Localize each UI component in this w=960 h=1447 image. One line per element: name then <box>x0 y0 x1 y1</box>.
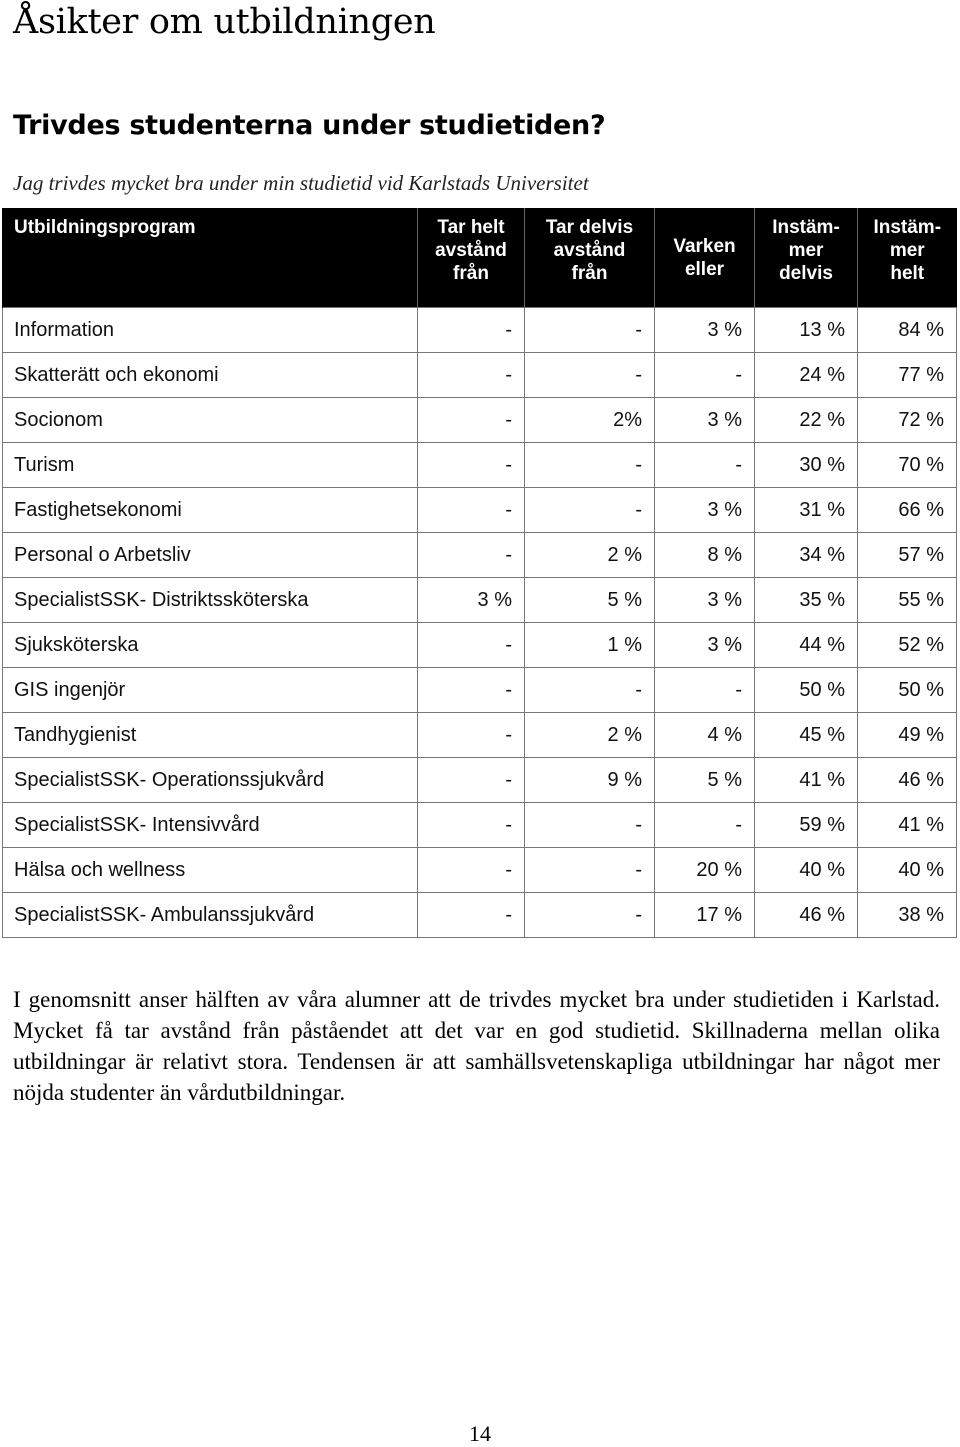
table-row <box>3 353 957 398</box>
value-cell: - <box>418 803 525 848</box>
value-cell: - <box>525 488 655 533</box>
value-cell: - <box>418 668 525 713</box>
value-cell: 3 % <box>655 398 755 443</box>
value-cell: 38 % <box>858 893 957 938</box>
table-body <box>3 308 957 938</box>
value-cell: 1 % <box>525 623 655 668</box>
value-cell: 17 % <box>655 893 755 938</box>
value-cell: - <box>418 353 525 398</box>
table-row <box>3 488 957 533</box>
value-cell: - <box>525 308 655 353</box>
results-table <box>2 208 957 938</box>
summary-paragraph: I genomsnitt anser hälften av våra alumner att de trivdes mycket bra under studietiden i Karlstad. Mycket få tar avstånd från påståendet att det var en god studietid. Skillnaderna mellan olika utbildningar är relativt stora. Tendensen är att samhällsvetenskapliga utbildningar har något mer nöjda studenter än vårdutbildningar. <box>13 987 940 1105</box>
program-name-cell: Socionom <box>3 398 418 443</box>
program-name-cell: Fastighetsekonomi <box>3 488 418 533</box>
value-cell: - <box>418 848 525 893</box>
value-cell: - <box>655 353 755 398</box>
table-row <box>3 308 957 353</box>
header-tar-helt-avstand: Tar helt avstånd från <box>418 208 525 308</box>
value-cell: 45 % <box>755 713 858 758</box>
header-varken-eller: Varken eller <box>655 208 755 308</box>
program-name-cell: Tandhygienist <box>3 713 418 758</box>
header-instammer-delvis: Instäm- mer delvis <box>755 208 858 308</box>
value-cell: - <box>418 758 525 803</box>
program-name-cell: SpecialistSSK- Operationssjukvård <box>3 758 418 803</box>
value-cell: 34 % <box>755 533 858 578</box>
value-cell: 44 % <box>755 623 858 668</box>
value-cell: 3 % <box>655 578 755 623</box>
value-cell: 66 % <box>858 488 957 533</box>
header-program: Utbildningsprogram <box>3 208 418 308</box>
value-cell: 5 % <box>655 758 755 803</box>
value-cell: 50 % <box>755 668 858 713</box>
table-row <box>3 848 957 893</box>
value-cell: - <box>655 443 755 488</box>
program-name-cell: SpecialistSSK- Intensivvård <box>3 803 418 848</box>
value-cell: 41 % <box>755 758 858 803</box>
table-header-row <box>3 208 957 308</box>
value-cell: 55 % <box>858 578 957 623</box>
value-cell: 8 % <box>655 533 755 578</box>
program-name-cell: Hälsa och wellness <box>3 848 418 893</box>
value-cell: 72 % <box>858 398 957 443</box>
value-cell: - <box>525 668 655 713</box>
value-cell: - <box>418 308 525 353</box>
program-name-cell: GIS ingenjör <box>3 668 418 713</box>
page-heading: Åsikter om utbildningen <box>13 2 436 42</box>
table-row <box>3 803 957 848</box>
value-cell: - <box>418 398 525 443</box>
survey-question: Jag trivdes mycket bra under min studietid vid Karlstads Universitet <box>13 171 589 195</box>
value-cell: - <box>418 443 525 488</box>
value-cell: 35 % <box>755 578 858 623</box>
program-name-cell: SpecialistSSK- Ambulanssjukvård <box>3 893 418 938</box>
table-row <box>3 893 957 938</box>
value-cell: 31 % <box>755 488 858 533</box>
value-cell: - <box>418 533 525 578</box>
table-row <box>3 758 957 803</box>
value-cell: 2 % <box>525 533 655 578</box>
value-cell: - <box>525 353 655 398</box>
value-cell: 4 % <box>655 713 755 758</box>
table-row <box>3 443 957 488</box>
value-cell: 46 % <box>858 758 957 803</box>
table-row <box>3 533 957 578</box>
header-instammer-helt: Instäm- mer helt <box>858 208 957 308</box>
table-row <box>3 578 957 623</box>
value-cell: - <box>418 893 525 938</box>
value-cell: 5 % <box>525 578 655 623</box>
value-cell: - <box>655 668 755 713</box>
program-name-cell: Personal o Arbetsliv <box>3 533 418 578</box>
value-cell: 20 % <box>655 848 755 893</box>
value-cell: - <box>525 443 655 488</box>
value-cell: - <box>418 488 525 533</box>
value-cell: 9 % <box>525 758 655 803</box>
value-cell: 2% <box>525 398 655 443</box>
program-name-cell: Turism <box>3 443 418 488</box>
value-cell: 57 % <box>858 533 957 578</box>
page-number: 14 <box>469 1421 491 1446</box>
table-row <box>3 623 957 668</box>
header-tar-delvis-avstand: Tar delvis avstånd från <box>525 208 655 308</box>
program-name-cell: Skatterätt och ekonomi <box>3 353 418 398</box>
value-cell: 59 % <box>755 803 858 848</box>
value-cell: 3 % <box>655 488 755 533</box>
value-cell: 52 % <box>858 623 957 668</box>
value-cell: 41 % <box>858 803 957 848</box>
program-name-cell: Information <box>3 308 418 353</box>
value-cell: - <box>525 803 655 848</box>
table-row <box>3 668 957 713</box>
value-cell: 3 % <box>655 308 755 353</box>
program-name-cell: SpecialistSSK- Distriktssköterska <box>3 578 418 623</box>
value-cell: - <box>525 848 655 893</box>
value-cell: 77 % <box>858 353 957 398</box>
value-cell: - <box>418 623 525 668</box>
value-cell: 2 % <box>525 713 655 758</box>
value-cell: 49 % <box>858 713 957 758</box>
value-cell: 46 % <box>755 893 858 938</box>
table-row <box>3 713 957 758</box>
value-cell: 84 % <box>858 308 957 353</box>
value-cell: 22 % <box>755 398 858 443</box>
value-cell: 3 % <box>418 578 525 623</box>
value-cell: - <box>655 803 755 848</box>
value-cell: 40 % <box>858 848 957 893</box>
value-cell: 30 % <box>755 443 858 488</box>
program-name-cell: Sjuksköterska <box>3 623 418 668</box>
value-cell: 3 % <box>655 623 755 668</box>
value-cell: 70 % <box>858 443 957 488</box>
section-heading: Trivdes studenterna under studietiden? <box>13 110 606 141</box>
value-cell: - <box>525 893 655 938</box>
value-cell: 24 % <box>755 353 858 398</box>
value-cell: 13 % <box>755 308 858 353</box>
value-cell: - <box>418 713 525 758</box>
value-cell: 50 % <box>858 668 957 713</box>
value-cell: 40 % <box>755 848 858 893</box>
table-row <box>3 398 957 443</box>
